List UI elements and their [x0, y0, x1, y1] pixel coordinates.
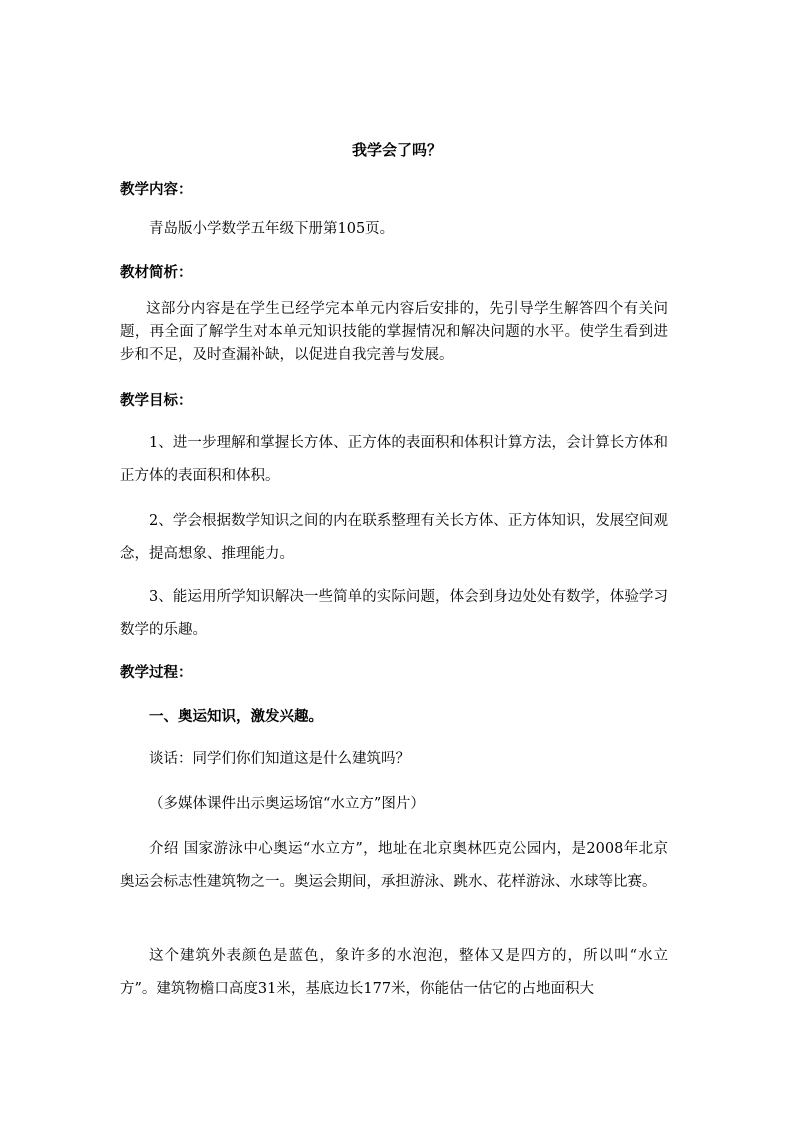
content-text: 青岛版小学数学五年级下册第105页。: [149, 221, 395, 237]
goal-1: 1、进一步理解和掌握长方体、正方体的表面积和体积计算方法，会计算长方体和正方体的表面积和体积。: [120, 435, 668, 484]
page-title: 我学会了吗？: [351, 141, 442, 159]
content-heading: 教学内容：: [120, 181, 193, 198]
goals-heading: 教学目标：: [120, 392, 193, 409]
description-text: 这个建筑外表颜色是蓝色，象许多的水泡泡，整体又是四方的，所以叫“水立方”。建筑物檐口高度31米，基底边长177米，你能估一估它的占地面积大: [120, 948, 668, 997]
process-heading: 教学过程：: [120, 664, 193, 681]
talk-text: 谈话：同学们你们知道这是什么建筑吗？: [149, 751, 410, 767]
goal-3: 3、能运用所学知识解决一些简单的实际问题，体会到身边处处有数学，体验学习数学的乐趣。: [120, 589, 668, 638]
analysis-heading: 教材简析：: [120, 264, 193, 281]
goal-2: 2、学会根据数学知识之间的内在联系整理有关长方体、正方体知识，发展空间观念，提高想象、推理能力。: [120, 513, 668, 562]
media-note: （多媒体课件出示奥运场馆“水立方”图片）: [149, 796, 425, 812]
analysis-text: 这部分内容是在学生已经学完本单元内容后安排的，先引导学生解答四个有关问题，再全面了解学生对本单元知识技能的掌握情况和解决问题的水平。使学生看到进步和不足，及时查漏补缺，以促进自我完善与发展。: [120, 301, 668, 363]
intro-text: 介绍 国家游泳中心奥运“水立方”，地址在北京奥林匹克公园内，是2008年北京奥运会标志性建筑物之一。奥运会期间，承担游泳、跳水、花样游泳、水球等比赛。: [120, 841, 668, 890]
step-1-heading: 一、奥运知识，激发兴趣。: [149, 708, 323, 725]
